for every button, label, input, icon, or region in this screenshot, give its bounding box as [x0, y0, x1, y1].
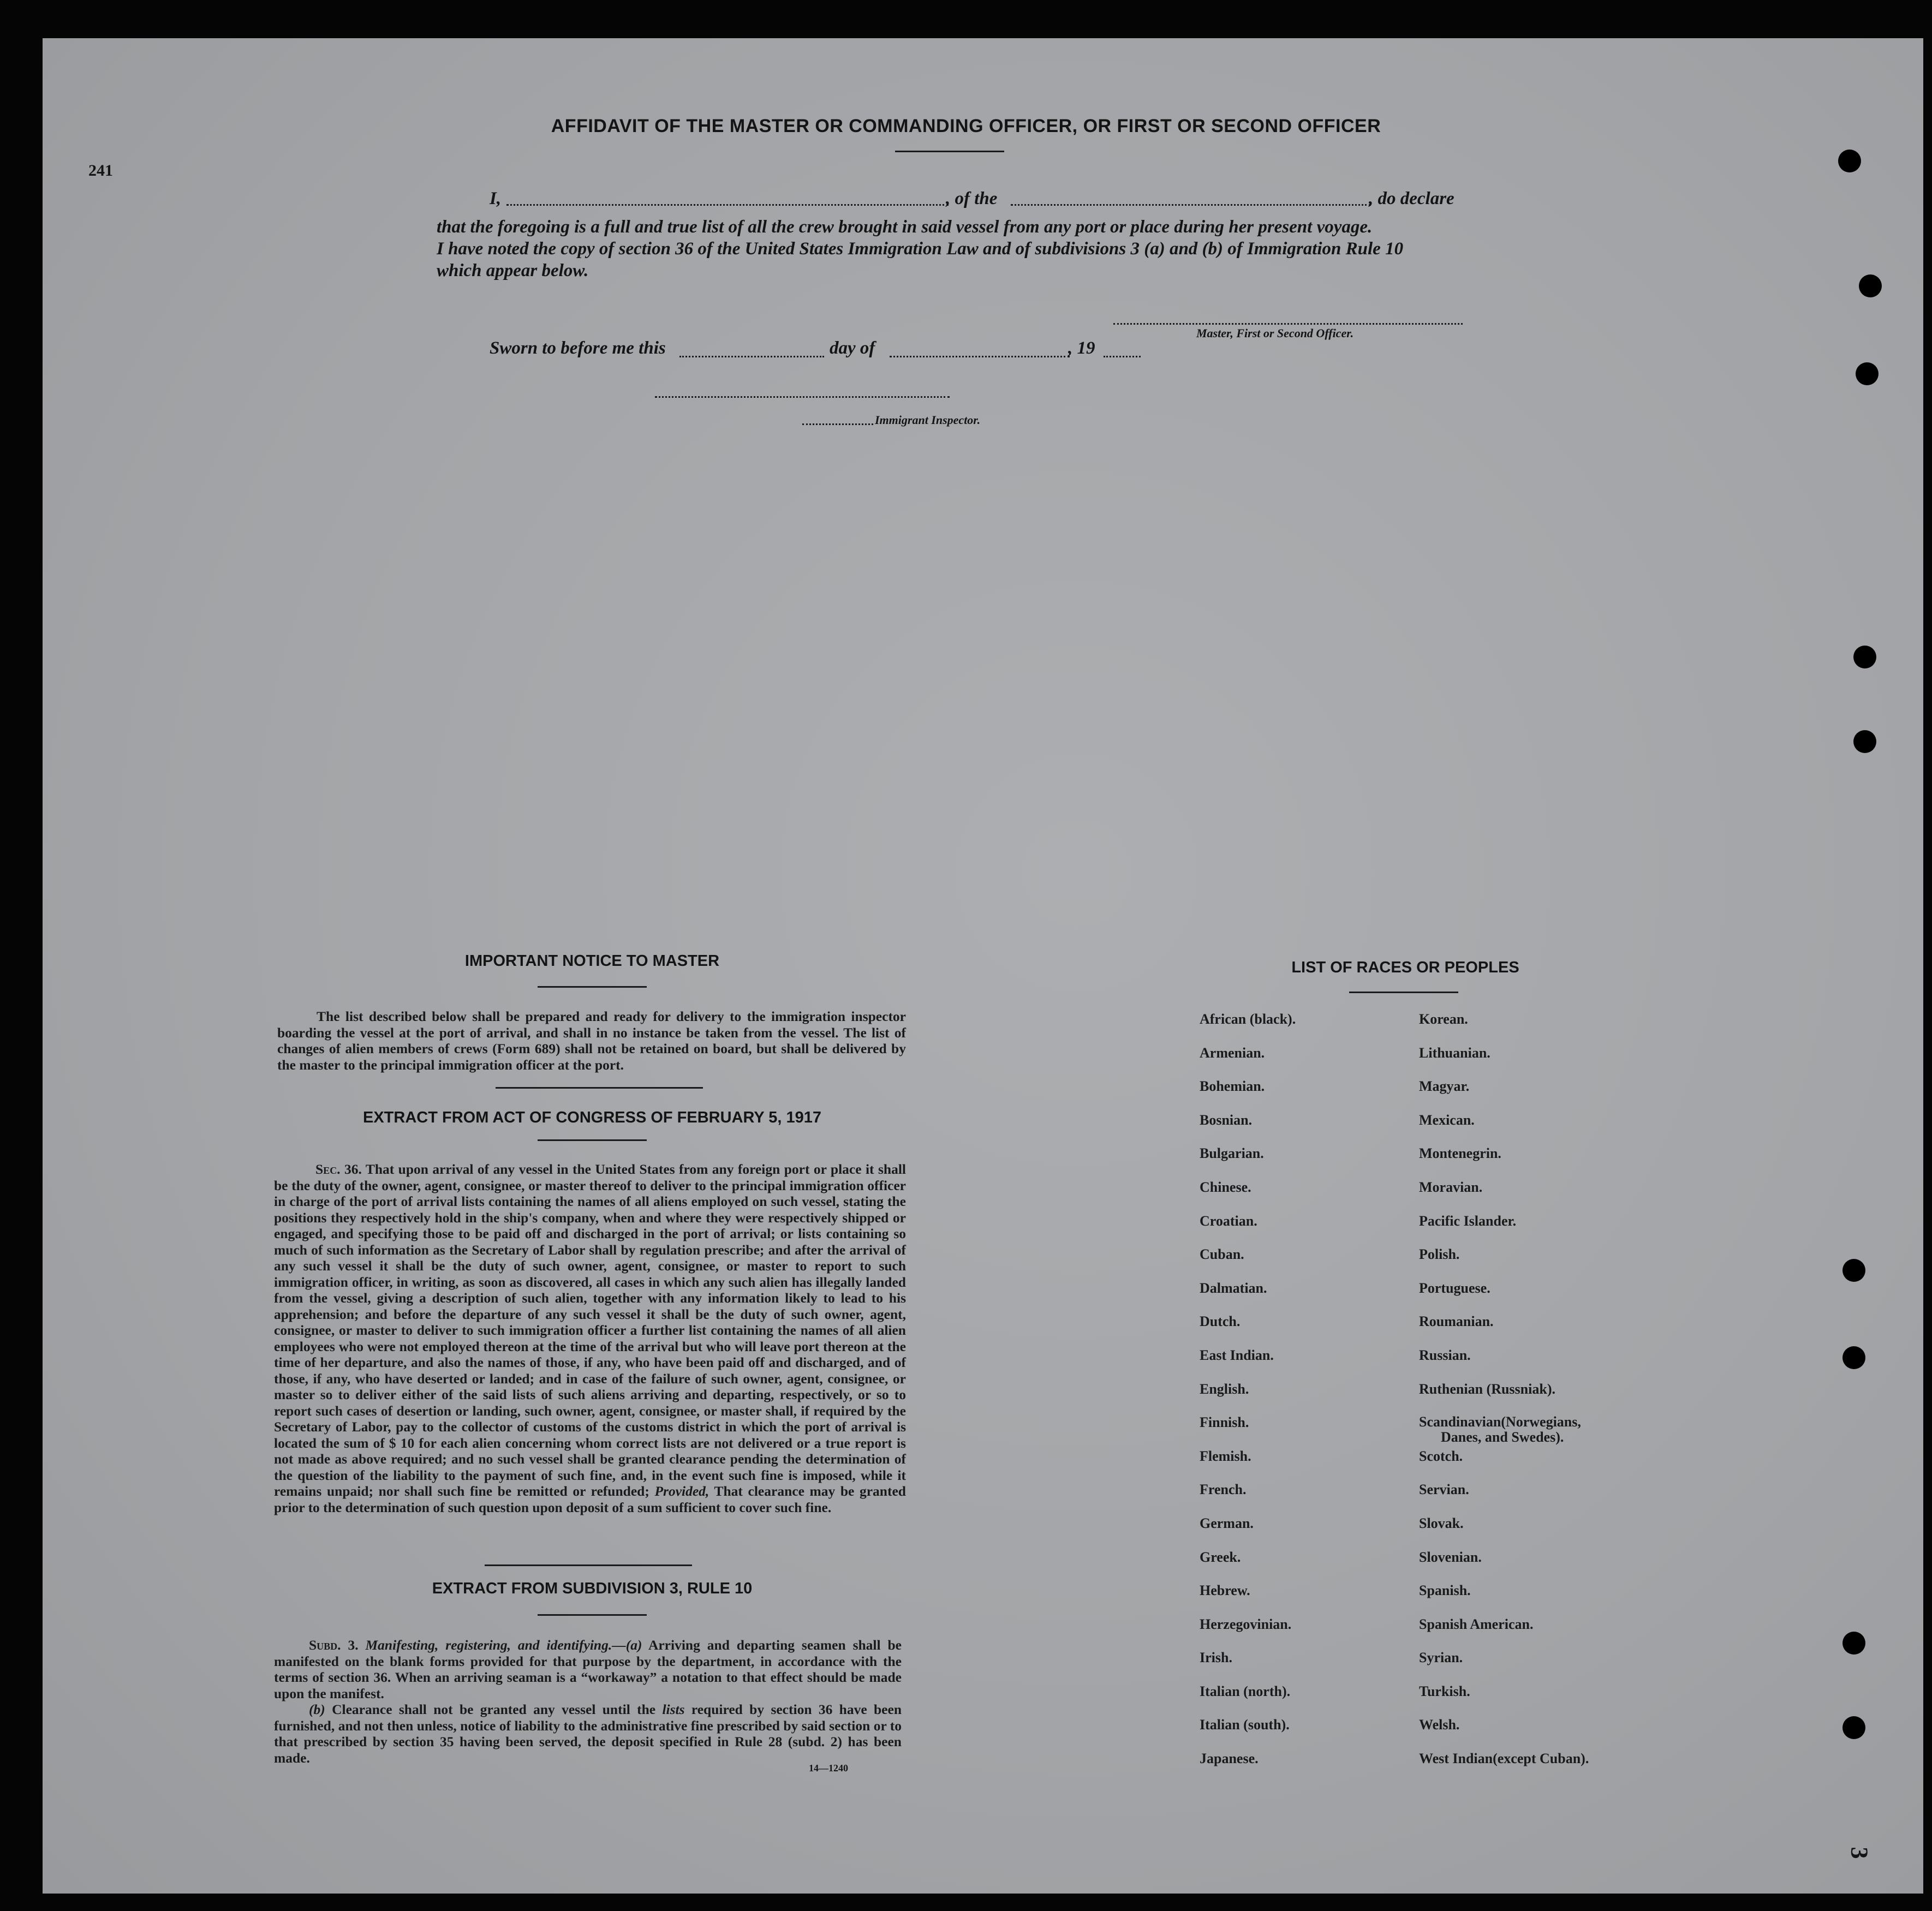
race-item: Pacific Islander.	[1419, 1213, 1517, 1229]
name-blank	[506, 204, 949, 206]
race-item: Flemish.	[1200, 1448, 1251, 1464]
race-item: Croatian.	[1200, 1213, 1257, 1229]
punch-hole	[1853, 730, 1876, 753]
race-item: Bohemian.	[1200, 1078, 1265, 1095]
race-item: Slovenian.	[1419, 1549, 1482, 1565]
year-prefix: , 19	[1068, 338, 1095, 358]
race-item: Bosnian.	[1200, 1112, 1253, 1128]
inspector-caption: Immigrant Inspector.	[875, 413, 981, 427]
notice-heading-underline	[538, 986, 647, 988]
races-right-column	[1419, 1011, 1589, 1784]
race-item: English.	[1200, 1381, 1249, 1397]
subd-b-label: (b)	[309, 1701, 325, 1717]
race-item: Irish.	[1200, 1650, 1232, 1666]
rule10-heading-underline	[538, 1614, 647, 1616]
race-item: Polish.	[1419, 1246, 1460, 1263]
race-item: African (black).	[1200, 1011, 1296, 1027]
race-item: Greek.	[1200, 1549, 1241, 1565]
race-item: Chinese.	[1200, 1179, 1251, 1195]
races-heading-underline	[1349, 992, 1458, 993]
punch-hole	[1838, 150, 1861, 172]
punch-hole	[1856, 362, 1879, 385]
race-item-scandinavian: Scandinavian(Norwegians,	[1419, 1414, 1581, 1430]
form-number: 14—1240	[809, 1763, 848, 1773]
affidavit-of-the: , of the	[946, 189, 998, 208]
race-item: Magyar.	[1419, 1078, 1470, 1095]
race-item: Roumanian.	[1419, 1313, 1494, 1330]
subd-title: Manifesting, registering, and identifying.—(a)	[365, 1637, 642, 1653]
race-item: Herzegovinian.	[1200, 1616, 1292, 1632]
race-item: Italian (north).	[1200, 1683, 1291, 1699]
act-heading-underline	[538, 1139, 647, 1141]
race-item: Italian (south).	[1200, 1717, 1290, 1733]
affidavit-line-4: which appear below.	[437, 261, 589, 280]
race-item: Cuban.	[1200, 1246, 1244, 1263]
corner-mark: 3	[1846, 1847, 1873, 1859]
race-item: Lithuanian.	[1419, 1044, 1490, 1061]
race-item: Dutch.	[1200, 1313, 1241, 1330]
race-item: East Indian.	[1200, 1347, 1274, 1363]
race-item: Scotch.	[1419, 1448, 1463, 1464]
race-item: Turkish.	[1419, 1683, 1470, 1699]
inspector-signature-line	[655, 396, 950, 398]
race-item	[1419, 1414, 1589, 1448]
race-item: Hebrew.	[1200, 1582, 1250, 1599]
month-blank	[890, 356, 1070, 357]
sec-text-end: That clearance may be granted prior to the determination of such question upon deposit of a sum sufficient to cover such fine.	[274, 1483, 906, 1515]
race-item: French.	[1200, 1482, 1247, 1498]
year-blank	[1104, 356, 1141, 357]
act-heading: EXTRACT FROM ACT OF CONGRESS OF FEBRUARY 5, 1917	[362, 1109, 822, 1126]
subd-b-text-2: required by section 36 have been furnished, and not then unless, notice of liability to the administrative fine prescribed by said section or to that prescribed by section 35 having been served, the deposit specified in Rule 28 (subd. 2) has been made.	[274, 1701, 902, 1766]
punch-hole	[1842, 1632, 1865, 1655]
race-item: Spanish.	[1419, 1582, 1471, 1599]
race-item: Dalmatian.	[1200, 1280, 1267, 1296]
act-section-36-text	[274, 1161, 906, 1515]
race-item: Japanese.	[1200, 1751, 1259, 1767]
affidavit-title: AFFIDAVIT OF THE MASTER OR COMMANDING OFFICER, OR FIRST OR SECOND OFFICER	[551, 116, 1381, 136]
master-signature-line	[1113, 323, 1463, 325]
races-left-column	[1200, 1011, 1296, 1784]
sec-text: That upon arrival of any vessel in the United States from any foreign port or place it shall be the duty of the owner, agent, consignee, or master thereof to deliver to the principal immigration officer in charge of the port of arrival lists containing the names of all aliens employed on such vessel, stating the positions they respectively hold in the ship's company, when and where they were respectively shipped or engaged, and specifying those to be paid off and discharged in the port of arrival; or lists containing so much of such information as the Secretary of Labor shall by regulation prescribe; and after the arrival of any such vessel it shall be the duty of such owner, agent, consignee, or master to report to such immigration officer, in writing, as soon as discovered, all cases in which any such alien has illegally landed from the vessel, giving a description of such alien, together with any information likely to lead to his apprehension; and before the departure of any such vessel it shall be the duty of such owner, agent, consignee, or master to deliver to such immigration officer a further list containing the names of all alien employees who were not employed thereon at the time of the arrival but who will leave port thereon at the time of her departure, and also the names of those, if any, who have been paid off and discharged, and of those, if any, who have deserted or landed; and in case of the failure of such owner, agent, consignee, or master so to deliver either of the said lists of such aliens arriving and departing, respectively, or so to report such cases of desertion or landing, such owner, agent, consignee, or master shall, if required by the Secretary of Labor, pay to the collector of customs of the customs district in which the port of arrival is located the sum of $ 10 for each alien concerning whom correct lists are not delivered or a true report is not made as above required; and no such vessel shall be granted clearance pending the determination of the question of the liability to the payment of such fine, and, in the event such fine is imposed, while it remains unpaid; nor shall such fine be remitted or refunded;	[274, 1161, 906, 1499]
page-number-mark: 241	[88, 162, 113, 180]
notice-text: The list described below shall be prepared and ready for delivery to the immigration inspector boarding the vessel at the port of arrival, and shall in no instance be taken from the vessel. The list of changes of alien members of crews (Form 689) shall not be retained on board, but shall be delivered by the master to the principal immigration officer at the port.	[277, 1008, 906, 1073]
punch-hole	[1853, 646, 1876, 668]
race-item: Spanish American.	[1419, 1616, 1534, 1632]
race-item: Korean.	[1419, 1011, 1468, 1027]
punch-hole	[1859, 274, 1882, 297]
race-item: Portuguese.	[1419, 1280, 1490, 1296]
race-item-scandinavian-cont: Danes, and Swedes).	[1441, 1429, 1564, 1446]
subd-label: Subd. 3.	[309, 1637, 359, 1653]
affidavit-line-3: I have noted the copy of section 36 of the United States Immigration Law and of subdivisions 3 (a) and (b) of Immigration Rule 10	[437, 239, 1404, 259]
rule10-heading: EXTRACT FROM SUBDIVISION 3, RULE 10	[432, 1580, 753, 1597]
vessel-blank	[1011, 204, 1371, 206]
provided-label: Provided,	[654, 1483, 709, 1499]
subd-b-text-1: Clearance shall not be granted any vessel until the	[332, 1701, 656, 1717]
punch-hole	[1842, 1716, 1865, 1739]
race-item: Slovak.	[1419, 1515, 1464, 1531]
master-caption: Master, First or Second Officer.	[1196, 326, 1354, 340]
inspector-caption-leader	[802, 423, 873, 425]
affidavit-i: I,	[490, 189, 502, 208]
race-item: Syrian.	[1419, 1650, 1463, 1666]
rule10-subd-b	[274, 1701, 902, 1766]
notice-heading: IMPORTANT NOTICE TO MASTER	[464, 952, 720, 970]
race-item: Finnish.	[1200, 1414, 1249, 1431]
day-of-text: day of	[830, 338, 875, 358]
race-item: German.	[1200, 1515, 1254, 1531]
race-item: Bulgarian.	[1200, 1145, 1264, 1162]
race-item: Armenian.	[1200, 1044, 1265, 1061]
punch-hole	[1842, 1259, 1865, 1282]
race-item: Servian.	[1419, 1482, 1469, 1498]
race-item: Ruthenian (Russniak).	[1419, 1381, 1555, 1397]
sworn-text: Sworn to before me this	[490, 338, 666, 358]
subd-a-text: Arriving and departing seamen shall be manifested on the blank forms provided for that purpose by the department, in accordance with the terms of section 36. When an arriving seaman is a “workaway” a notation to that effect should be made upon the manifest.	[274, 1637, 902, 1701]
race-item: West Indian(except Cuban).	[1419, 1751, 1589, 1767]
affidavit-line-2: that the foregoing is a full and true list of all the crew brought in said vessel from any port or place during her present voyage.	[437, 217, 1373, 237]
lists-word: lists	[662, 1701, 685, 1717]
title-underline	[895, 151, 1004, 152]
race-item: Montenegrin.	[1419, 1145, 1501, 1162]
races-heading: LIST OF RACES OR PEOPLES	[1291, 959, 1519, 976]
punch-hole	[1842, 1346, 1865, 1369]
sec-label: Sec. 36.	[315, 1161, 362, 1177]
race-item: Welsh.	[1419, 1717, 1460, 1733]
race-item: Moravian.	[1419, 1179, 1483, 1195]
rule10-subd-a	[274, 1637, 902, 1701]
day-blank	[679, 356, 824, 357]
affidavit-do-declare: , do declare	[1369, 189, 1454, 208]
notice-rule	[496, 1087, 703, 1089]
race-item: Mexican.	[1419, 1112, 1475, 1128]
act-rule	[485, 1564, 692, 1566]
race-item: Russian.	[1419, 1347, 1471, 1363]
